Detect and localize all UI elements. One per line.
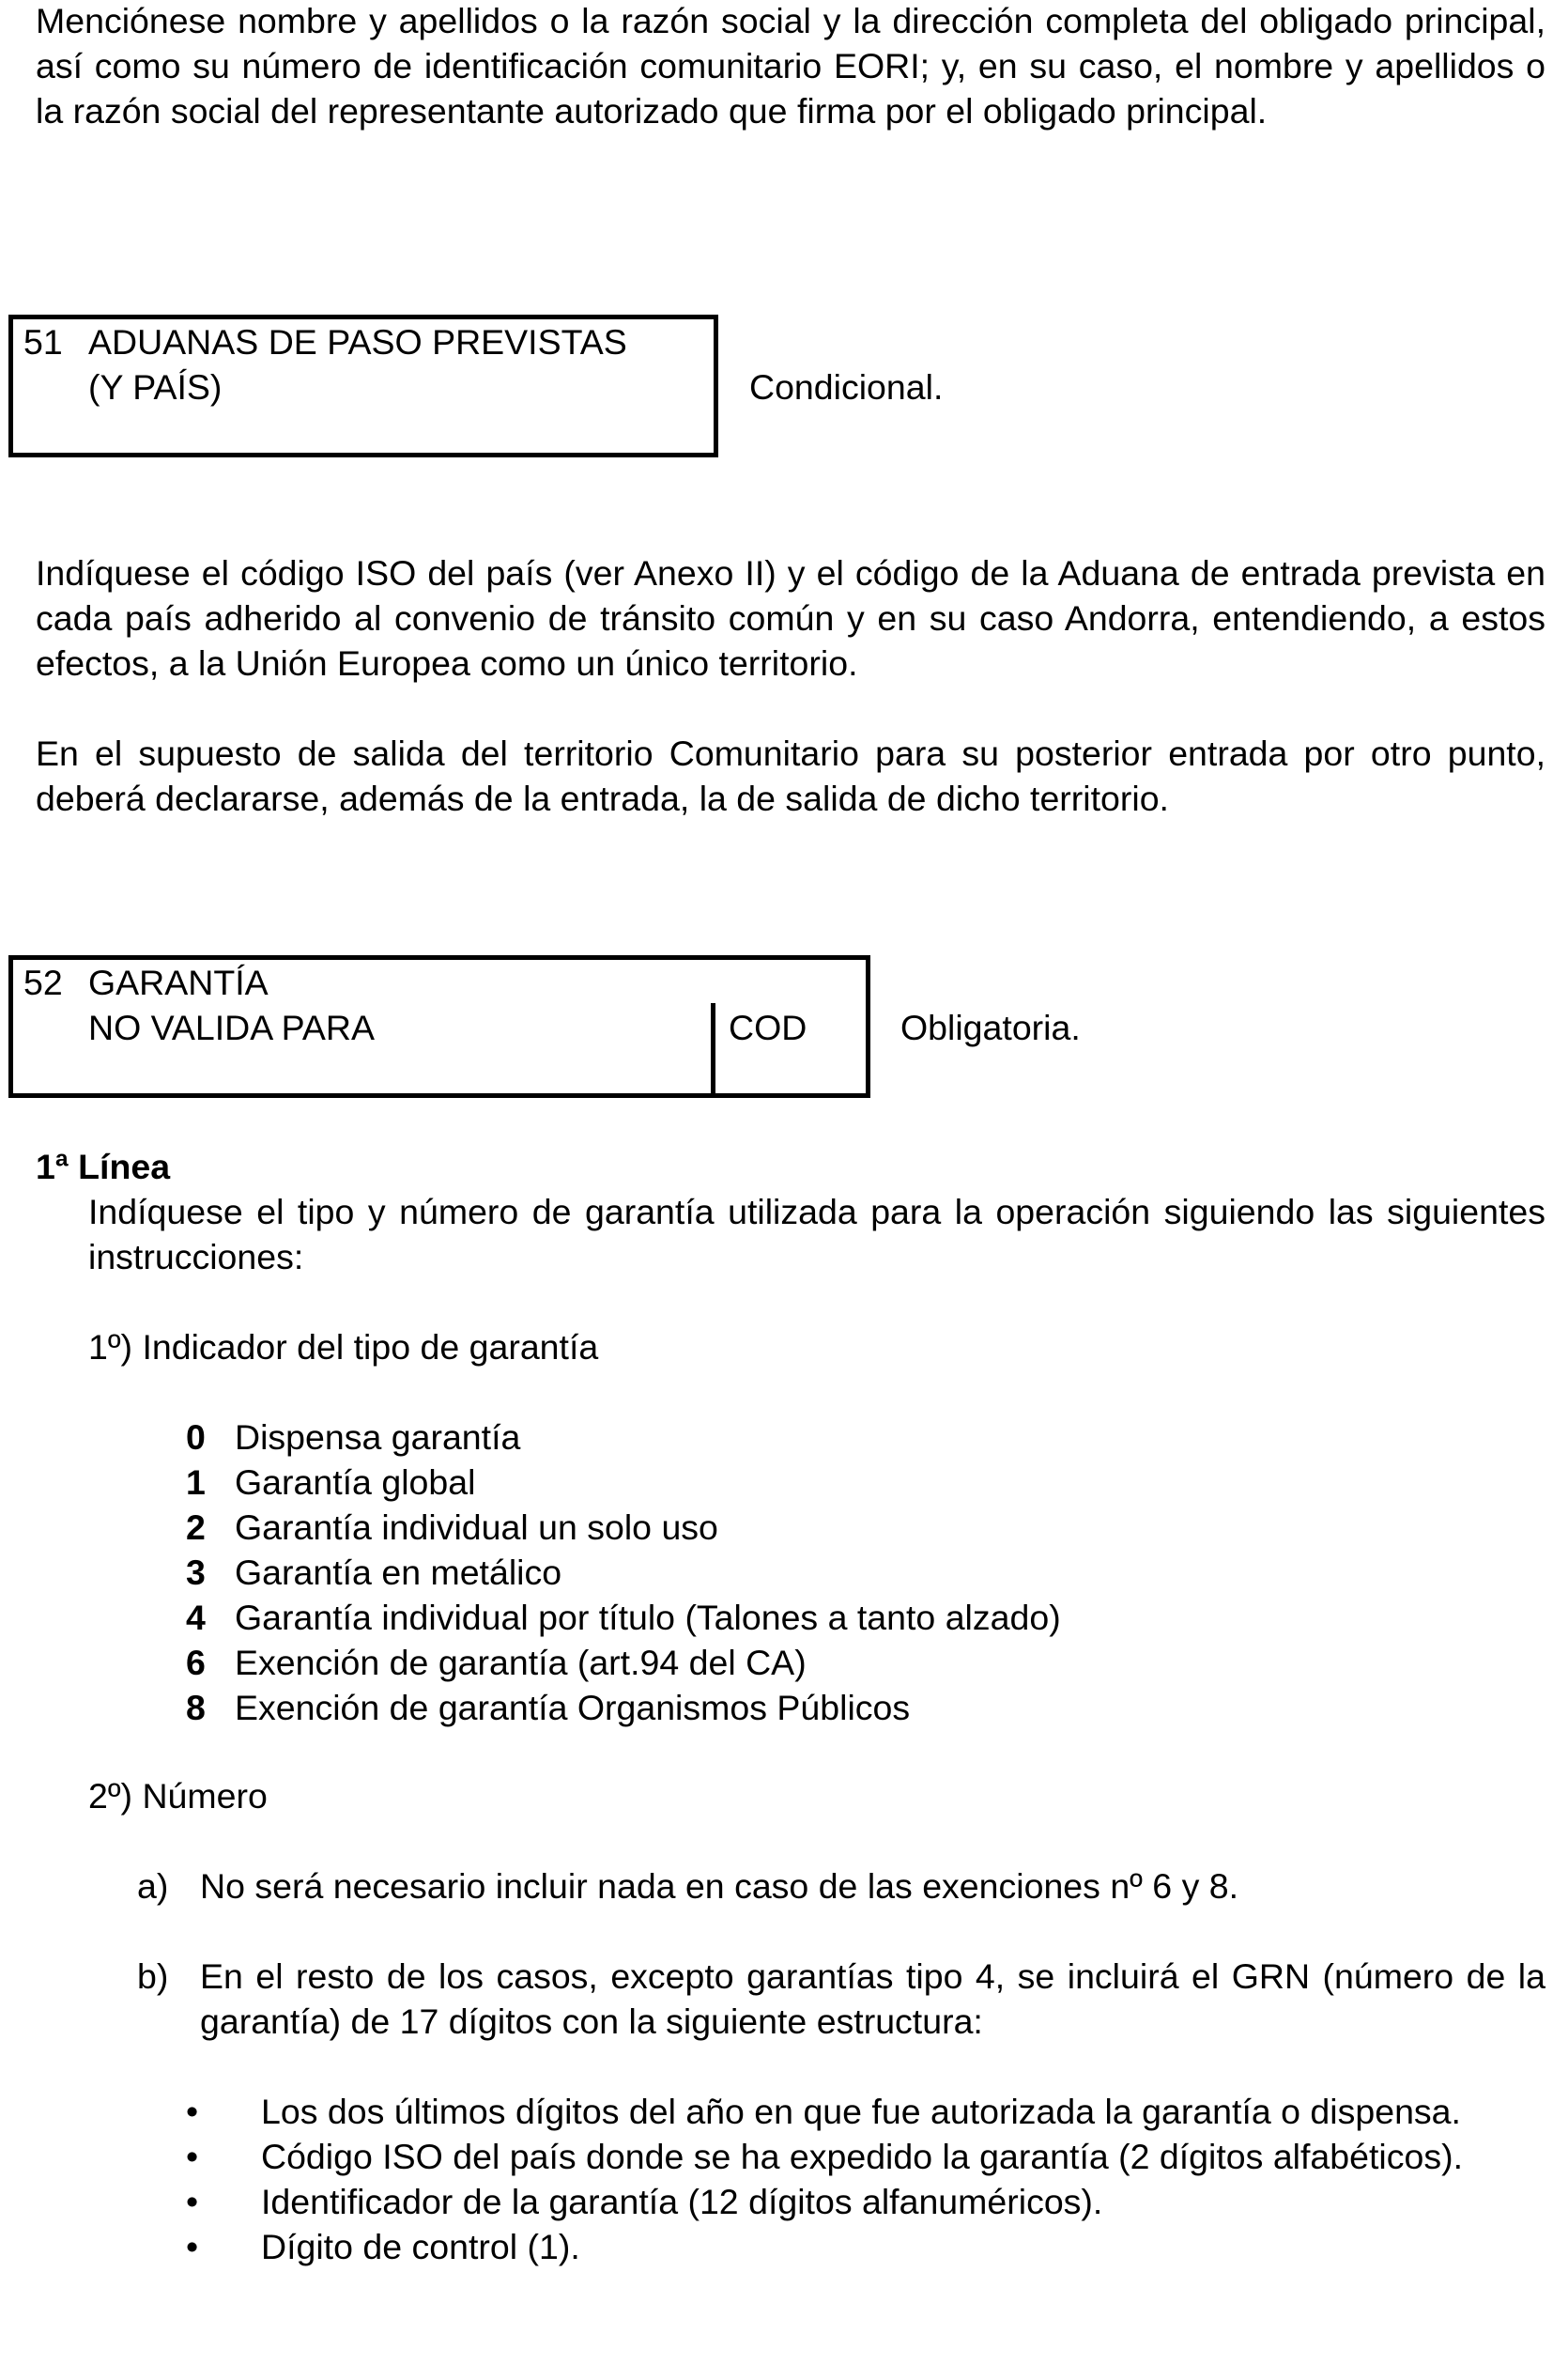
guarantee-type-label: Exención de garantía (art.94 del CA) bbox=[235, 1643, 807, 1682]
guarantee-type-item bbox=[186, 1460, 1500, 1505]
line-1-intro: Indíquese el tipo y número de garantía utilizada para la operación siguiendo las siguientes instrucciones: bbox=[88, 1192, 1545, 1276]
bullet-text: Código ISO del país donde se ha expedido la garantía (2 dígitos alfabéticos). bbox=[261, 2137, 1463, 2176]
guarantee-type-list bbox=[186, 1414, 1500, 1730]
line-1-heading: 1ª Línea bbox=[36, 1147, 171, 1186]
box-51-title-line1: ADUANAS DE PASO PREVISTAS bbox=[88, 322, 627, 362]
guarantee-type-label: Garantía individual un solo uso bbox=[235, 1507, 718, 1547]
guarantee-type-code: 1 bbox=[186, 1462, 206, 1502]
item-2-heading: 2º) Número bbox=[88, 1776, 268, 1816]
box-51-status: Condicional. bbox=[749, 367, 944, 407]
guarantee-type-code: 4 bbox=[186, 1598, 206, 1637]
item-2a-text: No será necesario incluir nada en caso de las exenciones nº 6 y 8. bbox=[200, 1866, 1239, 1906]
guarantee-type-label: Garantía en metálico bbox=[235, 1553, 562, 1592]
bullet-icon: • bbox=[186, 2182, 199, 2221]
list-item bbox=[186, 2089, 1545, 2134]
list-item bbox=[186, 2179, 1545, 2224]
item-2a-marker: a) bbox=[137, 1866, 169, 1906]
box-52-status: Obligatoria. bbox=[900, 1008, 1081, 1047]
guarantee-type-label: Garantía global bbox=[235, 1462, 476, 1502]
box-52-sub-label: NO VALIDA PARA bbox=[88, 1008, 375, 1047]
guarantee-type-item bbox=[186, 1595, 1500, 1640]
guarantee-type-item bbox=[186, 1550, 1500, 1595]
guarantee-type-code: 0 bbox=[186, 1417, 206, 1457]
guarantee-type-label: Garantía individual por título (Talones a tanto alzado) bbox=[235, 1598, 1061, 1637]
guarantee-type-item bbox=[186, 1505, 1500, 1550]
bullet-text: Dígito de control (1). bbox=[261, 2227, 580, 2266]
box-51-title-line2: (Y PAÍS) bbox=[88, 367, 223, 407]
bullet-text: Identificador de la garantía (12 dígitos alfanuméricos). bbox=[261, 2182, 1103, 2221]
list-item bbox=[186, 2134, 1545, 2179]
bullet-icon: • bbox=[186, 2137, 199, 2176]
guarantee-type-label: Exención de garantía Organismos Públicos bbox=[235, 1688, 911, 1727]
structure-bullet-list bbox=[186, 2089, 1545, 2269]
guarantee-type-code: 8 bbox=[186, 1688, 206, 1727]
guarantee-type-item bbox=[186, 1640, 1500, 1685]
intro-paragraph: Menciónese nombre y apellidos o la razón social y la dirección completa del obligado principal, así como su número de identificación comunitario EORI; y, en su caso, el nombre y apellidos o la razón social del representante autorizado que firma por el obligado principal. bbox=[36, 1, 1545, 131]
box-51-number: 51 bbox=[23, 322, 63, 362]
bullet-icon: • bbox=[186, 2092, 199, 2131]
box-51-paragraph-2: En el supuesto de salida del territorio Comunitario para su posterior entrada por otro punto, deberá declararse, además de la entrada, la de salida de dicho territorio. bbox=[36, 734, 1545, 818]
bullet-text: Los dos últimos dígitos del año en que fue autorizada la garantía o dispensa. bbox=[261, 2092, 1461, 2131]
box-51-paragraph-1: Indíquese el código ISO del país (ver Anexo II) y el código de la Aduana de entrada prevista en cada país adherido al convenio de tránsito común y en su caso Andorra, entendiendo, a estos efectos, a la Unión Europea como un único territorio. bbox=[36, 553, 1545, 683]
guarantee-type-item bbox=[186, 1414, 1500, 1460]
guarantee-type-label: Dispensa garantía bbox=[235, 1417, 521, 1457]
item-1-heading: 1º) Indicador del tipo de garantía bbox=[88, 1327, 599, 1367]
guarantee-type-code: 3 bbox=[186, 1553, 206, 1592]
list-item bbox=[186, 2224, 1545, 2269]
item-2b-marker: b) bbox=[137, 1956, 169, 1996]
guarantee-type-code: 2 bbox=[186, 1507, 206, 1547]
box-52-title: GARANTÍA bbox=[88, 963, 269, 1002]
item-2b-text: En el resto de los casos, excepto garantías tipo 4, se incluirá el GRN (número de la garantía) de 17 dígitos con la siguiente estructura: bbox=[200, 1956, 1545, 2041]
box-52-cod-label: COD bbox=[729, 1008, 807, 1047]
guarantee-type-code: 6 bbox=[186, 1643, 206, 1682]
guarantee-type-item bbox=[186, 1685, 1500, 1730]
box-52-number: 52 bbox=[23, 963, 63, 1002]
bullet-icon: • bbox=[186, 2227, 199, 2266]
box-52-divider bbox=[711, 1003, 715, 1097]
